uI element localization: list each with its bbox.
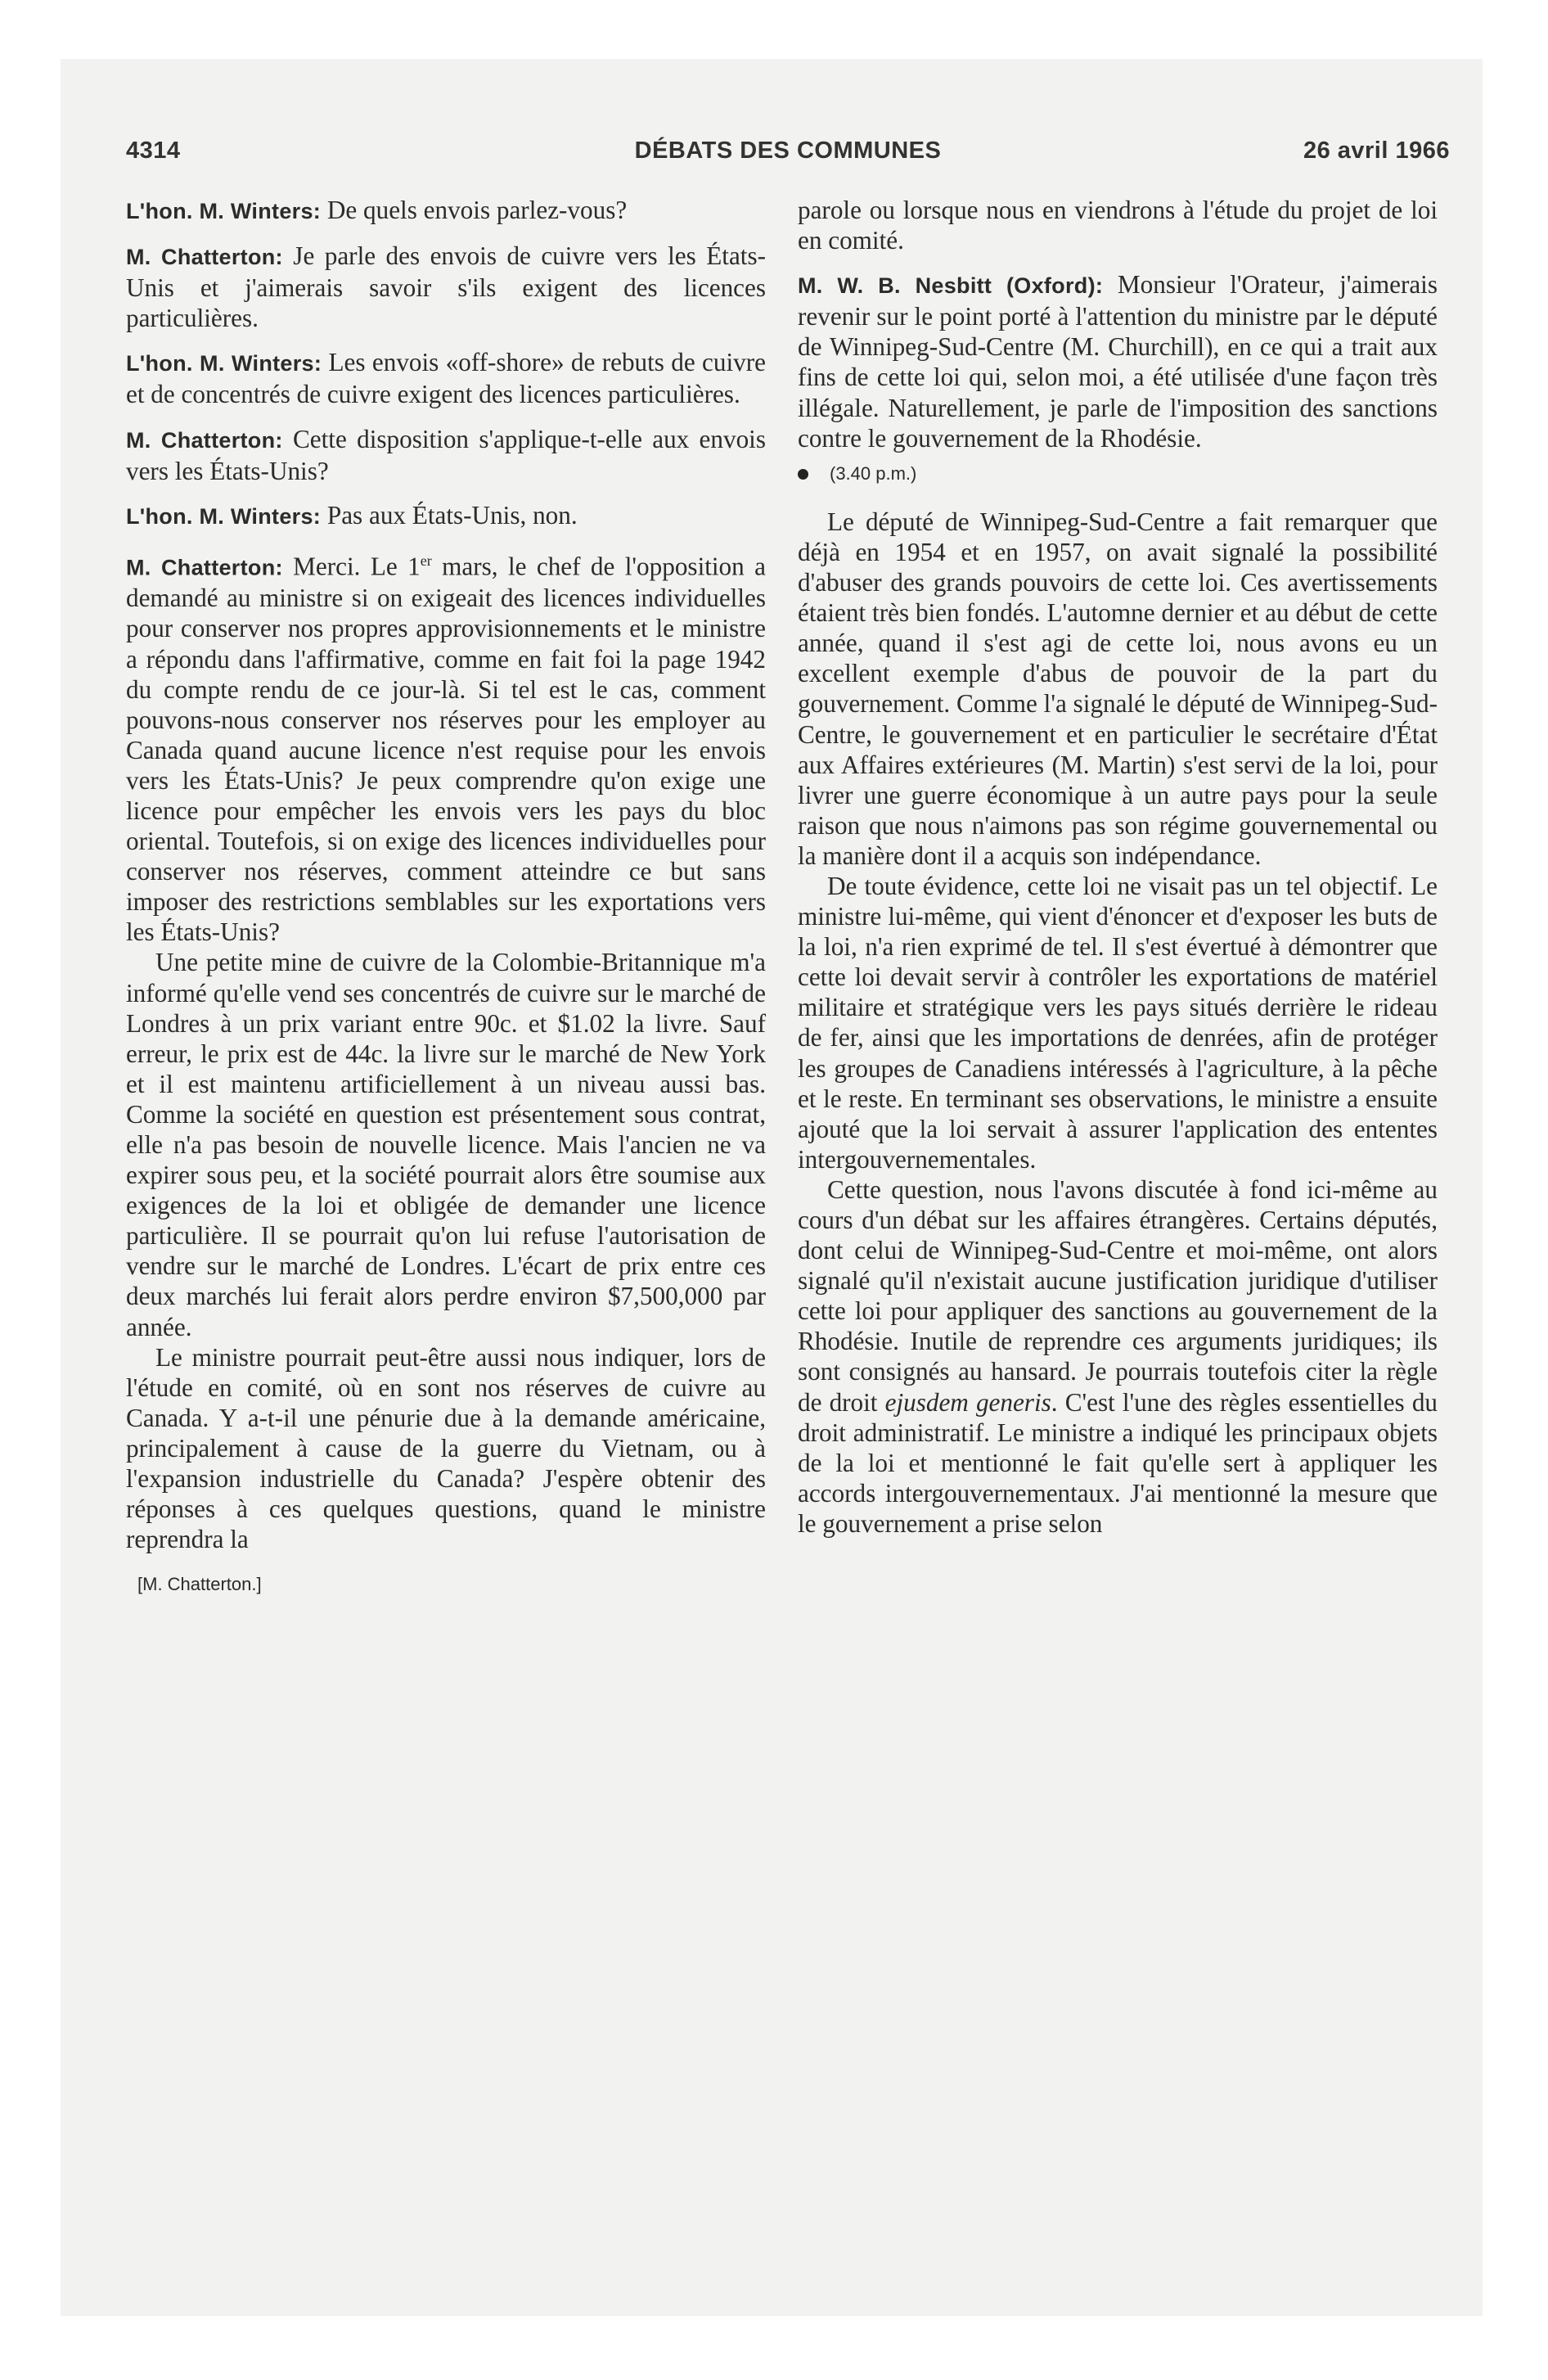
paragraph <box>126 546 766 948</box>
paragraph: Une petite mine de cuivre de la Colombie-Britannique m'a informé qu'elle vend ses concentrés de cuivre sur le marché de Londres à un prix variant entre 90c. et $1.02 la livre. Sauf erreur, le prix est de 44c. la livre sur le marché de New York et il est maintenu artificiellement à un niveau aussi bas. Comme la société en question est présentement sous contrat, elle n'a pas besoin de nouvelle licence. Mais l'ancien ne va expirer sous peu, et la société pourrait alors être soumise aux exigences de la loi et obligée de demander une licence particulière. Il se pourrait qu'on lui refuse l'autorisation de vendre sur le marché de Londres. L'écart de prix entre ces deux marchés lui ferait alors perdre environ $7,500,000 par année. <box>126 948 766 1341</box>
bullet-icon <box>798 469 808 480</box>
paragraph: Le député de Winnipeg-Sud-Centre a fait remarquer que déjà en 1954 et en 1957, on avait signalé la possibilité d'abuser des grands pouvoirs de cette loi. Ces avertissements étaient très bien fondés. L'automne dernier et au début de cette année, quand il s'est agi de cette loi, nous avons eu un excellent exemple d'abus de pouvoir de la part du gouvernement. Comme l'a signalé le député de Winnipeg-Sud-Centre, le gouvernement et en particulier le secrétaire d'État aux Affaires extérieures (M. Martin) s'est servi de la loi, pour livrer une guerre économique à un autre pays pour la seule raison que nous n'aimons pas son régime gouvernemental ou la manière dont il a acquis son indépendance. <box>798 507 1438 870</box>
paragraph <box>126 347 766 409</box>
paragraph: parole ou lorsque nous en viendrons à l'étude du projet de loi en comité. <box>798 196 1438 255</box>
speaker-name: M. Chatterton: <box>126 245 283 270</box>
speech-text: De quels envois parlez-vous? <box>321 196 628 224</box>
speaker-name: L'hon. M. Winters: <box>126 351 322 376</box>
latin-term: ejusdem generis <box>884 1387 1051 1417</box>
speech-text: Merci. Le 1 <box>282 552 421 581</box>
page-number: 4314 <box>126 137 181 164</box>
time-marker-text: (3.40 p.m.) <box>830 462 917 484</box>
paragraph: Le ministre pourrait peut-être aussi nous indiquer, lors de l'étude en comité, où en sont nos réserves de cuivre au Canada. Y a-t-il une pénurie due à la demande américaine, principalement à cause de la guerre du Vietnam, ou à l'expansion industrielle du Canada? J'espère obtenir des réponses à ces quelques questions, quand le ministre reprendra la <box>126 1342 766 1554</box>
speaker-name: L'hon. M. Winters: <box>126 199 322 223</box>
speech-text: mars, le chef de l'opposition a demandé au ministre si on exigeait des licences individuelles pour conserver nos propres approvisionnements et le ministre a répondu dans l'affirmative, comme en fait foi la page 1942 du compte rendu de ce jour-là. Si tel est le cas, comment pouvons-nous conserver nos réserves pour les employer au Canada quand aucune licence n'est requise pour les envois vers les États-Unis? Je peux comprendre qu'on exige une licence pour empêcher les envois vers les pays du bloc oriental. Toutefois, si on exige des licences individuelles pour conserver nos réserves, comment atteindre ce but sans imposer des restrictions semblables sur les exportations vers les États-Unis? <box>126 552 766 947</box>
paragraph <box>126 241 766 333</box>
speech-text: Cette disposition s'applique-t-elle aux envois vers les États-Unis? <box>126 424 766 485</box>
speech-text: Les envois «off-shore» de rebuts de cuivre et de concentrés de cuivre exigent des licences particulières. <box>126 348 766 409</box>
superscript: er <box>420 552 432 569</box>
speech-text: Cette question, nous l'avons discutée à fond ici-même au cours d'un débat sur les affaires étrangères. Certains députés, dont celui de Winnipeg-Sud-Centre et moi-même, ont alors signalé qu'il n'existait aucune justification juridique d'utiliser cette loi pour appliquer des sanctions au gouvernement de la Rhodésie. Inutile de reprendre ces arguments juridiques; ils sont consignés au hansard. Je pourrais toutefois citer la règle de droit <box>798 1174 1438 1417</box>
speech-text: Je parle des envois de cuivre vers les États-Unis et j'aimerais savoir s'ils exigent des licences particulières. <box>126 241 766 333</box>
publication-title: DÉBATS DES COMMUNES <box>634 137 942 164</box>
page-date: 26 avril 1966 <box>1303 137 1450 164</box>
speaker-name: M. W. B. Nesbitt (Oxford): <box>798 273 1104 299</box>
speaker-name: M. Chatterton: <box>126 427 283 453</box>
time-marker <box>798 458 1438 489</box>
paragraph <box>126 195 766 227</box>
speaker-footer-note: [M. Chatterton.] <box>137 1574 262 1595</box>
page-header <box>126 137 1450 174</box>
paragraph <box>798 1174 1438 1539</box>
speaker-name: L'hon. M. Winters: <box>126 503 322 529</box>
right-column <box>798 195 1438 1539</box>
paragraph <box>126 424 766 486</box>
speech-text: Monsieur l'Orateur, j'aimerais revenir sur le point porté à l'attention du ministre par le député de Winnipeg-Sud-Centre (M. Churchill), en ce qui a trait aux fins de cette loi qui, selon moi, a été utilisée d'une façon très illégale. Naturellement, je parle de l'imposition des sanctions contre le gouvernement de la Rhodésie. <box>798 270 1438 453</box>
paragraph <box>126 500 766 532</box>
speaker-name: M. Chatterton: <box>126 555 283 580</box>
paragraph: De toute évidence, cette loi ne visait pas un tel objectif. Le ministre lui-même, qui vient d'énoncer et d'exposer les buts de la loi, n'a rien exprimé de tel. Il s'est évertué à démontrer que cette loi devait servir à contrôler les exportations de matériel militaire et stratégique vers les pays situés derrière le rideau de fer, ainsi que les importations de denrées, afin de protéger les groupes de Canadiens intéressés à l'agriculture, à la pêche et le reste. En terminant ses observations, le ministre a ensuite ajouté que la loi servait à assurer l'application des ententes intergouvernementales. <box>798 871 1438 1174</box>
left-column <box>126 195 766 1599</box>
speech-text: Pas aux États-Unis, non. <box>321 500 578 530</box>
speech-text: . C'est l'une des règles essentielles du droit administratif. Le ministre a indiqué les principaux objets de la loi et mentionné le fait qu'elle sert à appliquer les accords intergouvernementaux. J'ai mentionné la mesure que le gouvernement a prise selon <box>798 1387 1438 1538</box>
paragraph <box>798 269 1438 453</box>
